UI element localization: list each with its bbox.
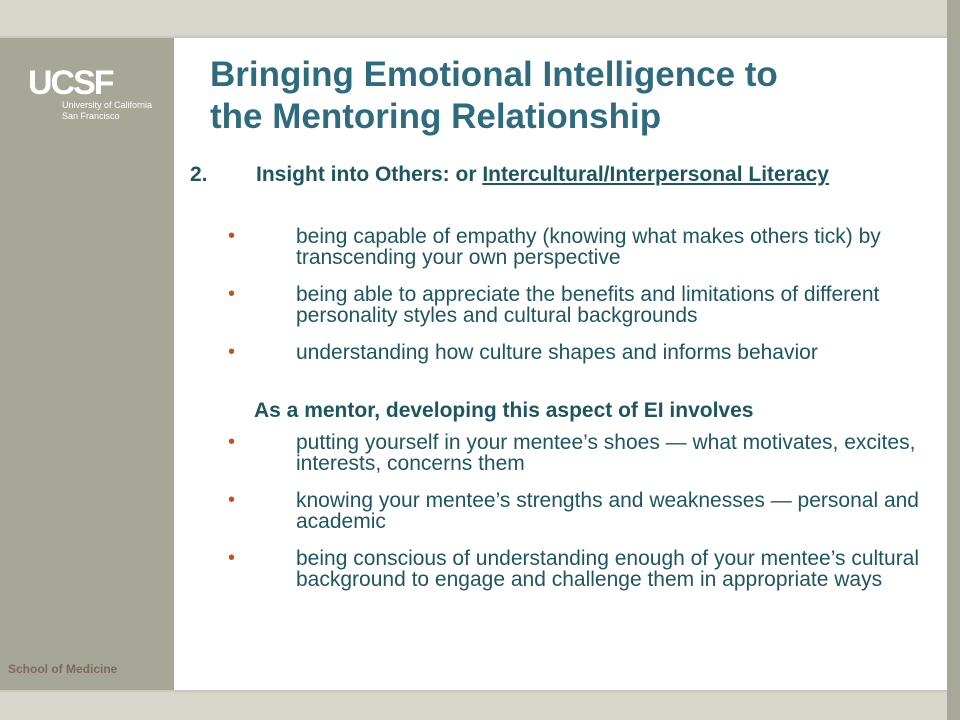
bullet-text: being capable of empathy (knowing what makes others tick) by transcending your own perspective xyxy=(296,225,881,269)
heading-link: Intercultural/Interpersonal Literacy xyxy=(482,163,829,186)
bullet-icon: • xyxy=(228,225,236,247)
slide-content xyxy=(174,38,947,690)
bullet-text: putting yourself in your mentee’s shoes — what motivates, excites, interests, concerns them xyxy=(296,431,916,475)
bullet-icon: • xyxy=(228,341,236,363)
bullet-text: knowing your mentee’s strengths and weaknesses — personal and academic xyxy=(296,489,919,533)
heading-prefix: Insight into Others: or xyxy=(256,163,483,186)
bullet-icon: • xyxy=(228,431,236,453)
slide-title xyxy=(210,54,930,138)
subheading: As a mentor, developing this aspect of EI involves xyxy=(254,399,754,422)
title-line-2: the Mentoring Relationship xyxy=(210,97,662,136)
sidebar xyxy=(0,38,174,690)
logo-university: University of California xyxy=(62,100,153,110)
bottom-divider xyxy=(0,690,947,692)
top-band xyxy=(0,0,960,36)
section-heading-text xyxy=(256,164,916,185)
school-footer: School of Medicine xyxy=(8,662,118,676)
bullet-text: understanding how culture shapes and informs behavior xyxy=(296,341,818,364)
bullet-icon: • xyxy=(228,283,236,305)
bottom-band xyxy=(0,690,947,720)
right-edge-strip xyxy=(947,0,960,720)
logo-mark: UCSF xyxy=(28,64,113,102)
section-number: 2. xyxy=(190,163,208,186)
bullet-text: being able to appreciate the benefits and limitations of different personality styles and cultural backgrounds xyxy=(296,283,880,327)
title-line-1: Bringing Emotional Intelligence to xyxy=(210,55,778,94)
bullet-icon: • xyxy=(228,547,236,569)
bullet-text: being conscious of understanding enough of your mentee’s cultural background to engage and challenge them in appropriate ways xyxy=(296,547,920,591)
logo-campus: San Francisco xyxy=(62,111,120,121)
bullet-icon: • xyxy=(228,489,236,511)
ucsf-logo xyxy=(28,66,152,122)
